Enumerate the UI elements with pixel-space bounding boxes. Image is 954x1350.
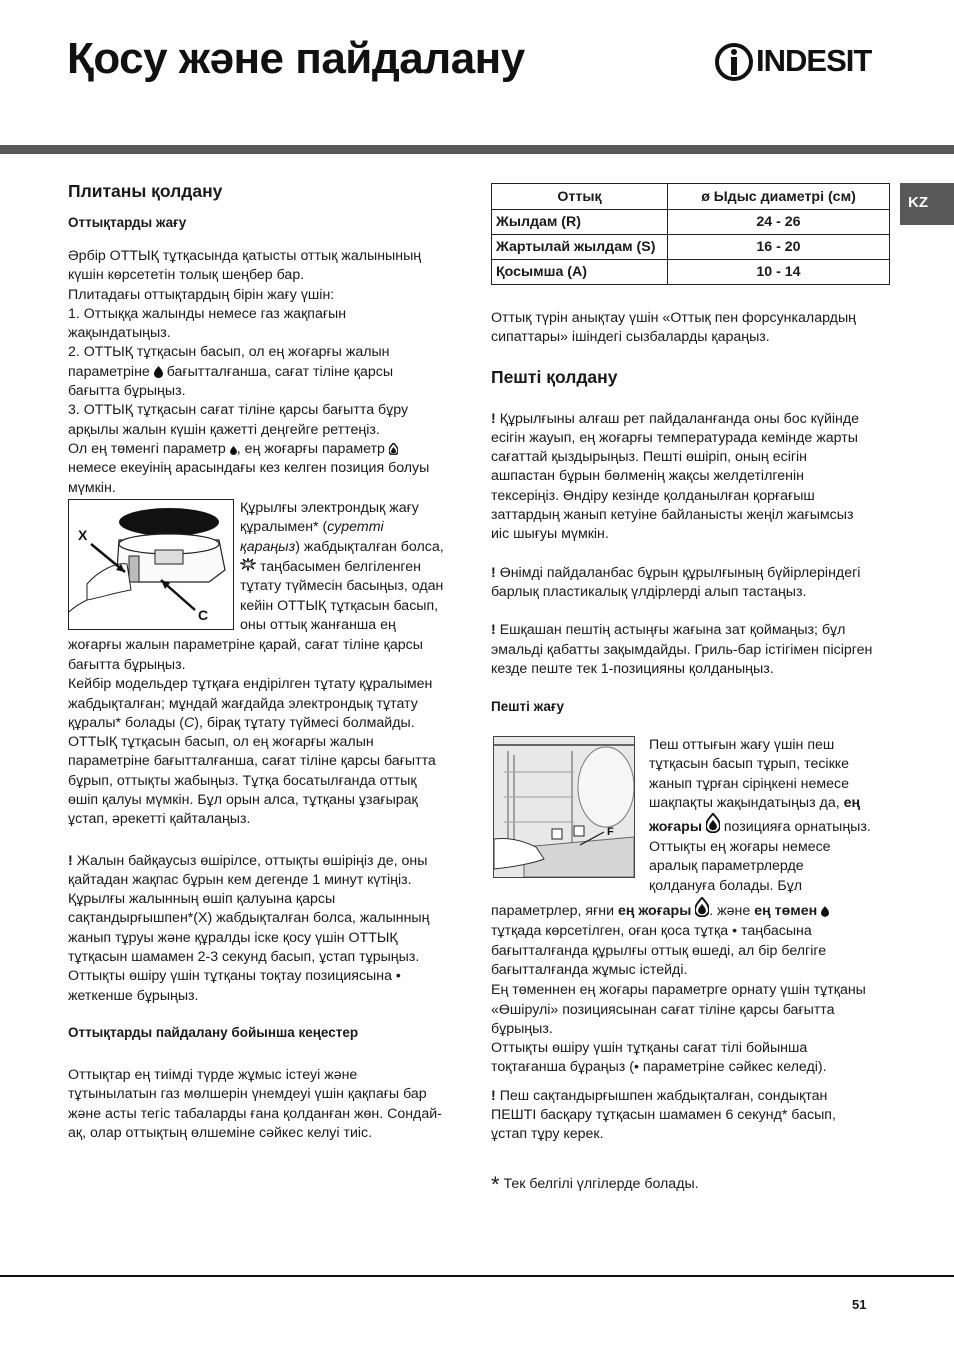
paragraph: Оттықты өшіру үшін тұтқаны сағат тілі бойынша тоқтағанша бұраңыз (• параметріне сәйкес келеді).	[491, 1040, 827, 1076]
brand-name: INDESIT	[756, 43, 872, 78]
text: ең төмен	[754, 903, 818, 920]
figure-label-f: F	[607, 826, 614, 839]
warning-paragraph	[491, 410, 873, 545]
table-row	[492, 235, 890, 260]
burner-illustration	[68, 499, 234, 630]
table-row	[492, 260, 890, 285]
text: Кейбір модельдер тұтқаға ендірілген тұтату құралымен жабдықталған; мұндай жағдайда электрондық тұтату құралы* болады (	[68, 676, 433, 731]
text: Ешқашан пештің астыңғы жағына зат қоймаңыз; бұл эмальді қабатты зақымдайды. Гриль-бар істігімен пісірген кезде пеште тек 1-позицияны қолданыңыз.	[491, 622, 873, 677]
brand-logo	[714, 40, 874, 84]
warning-mark: !	[491, 564, 496, 581]
paragraph: Құрылғы жалынның өшіп қалуына қарсы сақтандырғышпен*(X) жабдықталған болса, жалынның жанып тұруы және құралды іске қосу үшін ОТТЫҚ тұтқасын шамамен 2-3 секунд басып, ұстап тұрыңыз.	[68, 891, 430, 966]
header-bar	[0, 145, 954, 154]
warning-mark: !	[491, 1087, 496, 1104]
figure-label-c: C	[198, 606, 209, 623]
oven-illustration	[493, 736, 635, 878]
ignition-subheading: Оттықтарды жағу	[68, 215, 187, 230]
paragraph	[68, 675, 446, 829]
warning-mark: !	[491, 410, 496, 427]
paragraph: 3. ОТТЫҚ тұтқасын сағат тіліне қарсы бағытта бұру арқылы жалын күшін қажетті деңгейге реттеңіз.	[68, 402, 409, 438]
figure-label-x: X	[78, 526, 88, 543]
table-cell: 24 - 26	[668, 210, 890, 235]
max-flame-icon	[389, 443, 398, 455]
table-cell: 10 - 14	[668, 260, 890, 285]
text: Пеш оттығын жағу үшін пеш тұтқасын басып тұрып, тесікке жанып тұрған сіріңкені немесе шақпақты жақындатыңыз да,	[649, 737, 850, 812]
spark-icon	[240, 558, 256, 573]
text: Жалын байқаусыз өшірілсе, оттықты өшіріңіз де, оны қайтадан жақпас бұрын кем дегенде 1 минут күтіңіз.	[68, 852, 428, 888]
column-header: ø Ыдыс диаметрі (см)	[668, 184, 890, 210]
text: C	[184, 714, 195, 731]
paragraph: 1. Оттыққа жалынды немесе газ жақпағын жақындатыңыз.	[68, 305, 347, 342]
text: таңбасымен белгіленген тұтату түймесін басыңыз, одан кейін ОТТЫҚ тұтқасын басып, оны оттық жанғанша ең жоғарғы жалын параметріне қарай, сағат тіліне қарсы бағытта бұрыңыз.	[68, 558, 444, 673]
oven-heading: Пешті қолдану	[491, 366, 618, 387]
oven-ignition-subheading: Пешті жағу	[491, 699, 564, 715]
text: Ол ең төменгі параметр	[68, 440, 226, 457]
table-row	[492, 210, 890, 235]
min-flame-icon	[230, 446, 237, 455]
page-number: 51	[852, 1297, 867, 1312]
column-header: Оттық	[492, 184, 668, 210]
text: Құрылғы электрондық жағу құралымен* (	[240, 499, 419, 536]
text: немесе екеуінің арасындағы кез келген позиция болуы мүмкін.	[68, 460, 430, 496]
table-cell: 16 - 20	[668, 235, 890, 260]
footnote	[491, 1171, 873, 1197]
text: ең жоғары	[617, 903, 692, 920]
text: , ең жоғарғы параметр	[236, 440, 385, 457]
right-column	[491, 309, 873, 1197]
text: . және	[709, 903, 751, 920]
text: тұтқада көрсетілген, оған қоса тұтқа • таңбасына бағытталғанда құрылғы оттық өшеді, ал бір белгіге бағытталғанда жұмыс істейді.	[491, 922, 827, 979]
warning-paragraph	[491, 1087, 873, 1145]
text: ең жоғары	[649, 795, 861, 836]
min-flame-icon	[821, 906, 829, 917]
page-title: Қосу және пайдалану	[67, 34, 525, 83]
table-cell: Қосымша (А)	[492, 260, 668, 285]
brand-logo-mark	[714, 40, 754, 84]
language-tab: KZ	[900, 183, 954, 225]
paragraph: Оттықты өшіру үшін тұтқаны тоқтау позициясына • жеткенше бұрыңыз.	[68, 968, 401, 1004]
paragraph: Ең төменнен ең жоғары параметрге орнату үшін тұтқаны «Өшірулі» позициясынан сағат тіліне қарсы бағытта бұрыңыз.	[491, 982, 866, 1037]
max-flame-icon	[154, 366, 163, 378]
text: бағытталғанша, сағат тіліне қарсы бағытта бұрыңыз.	[68, 363, 394, 400]
paragraph: Әрбір ОТТЫҚ тұтқасында қатысты оттық жалынының күшін көрсететін толық шеңбер бар.	[68, 248, 422, 284]
left-column	[68, 180, 446, 1143]
warning-paragraph	[491, 564, 873, 603]
burner-table	[491, 183, 890, 285]
text: 2. ОТТЫҚ тұтқасын басып, ол ең жоғарғы жалын параметріне	[68, 344, 390, 380]
paragraph: Оттықтар ең тиімді түрде жұмыс істеуі және тұтынылатын газ мөлшерін үнемдеуі үшін қақпағы бар және асты тегіс табаларды ғана қолданған жөн. Сондай-ақ, олар оттықтың өлшеміне сәйкес келуі тиіс.	[68, 1066, 442, 1141]
table-note: Оттық түрін анықтау үшін «Оттық пен форсункалардың сипаттары» ішіндегі сызбаларды қараңыз.	[491, 310, 856, 346]
text: Тек белгілі үлгілерде болады.	[503, 1175, 699, 1192]
warning-mark: !	[68, 852, 73, 869]
paragraph	[68, 343, 446, 401]
footnote-star: *	[491, 1171, 500, 1197]
max-flame-icon	[695, 897, 709, 917]
hob-heading: Плитаны қолдану	[68, 181, 223, 201]
table-cell: Жартылай жылдам (S)	[492, 235, 668, 260]
warning-paragraph	[68, 852, 446, 891]
text: суретті қараңыз	[240, 519, 384, 556]
max-flame-icon	[706, 813, 720, 833]
text: Құрылғыны алғаш рет пайдаланғанда оны бос күйінде есігін жауып, ең жоғарғы температурада кемінде жарты сағаттай қыздырыңыз. Пешті өшіріп, оның есігін ашпастан бұрын бөлменің жақсы желдетілгенін тексеріңіз. Өндіру кезінде қолданылған қорғағыш заттардың жанып кетуіне байланысты жеңіл жағымсыз иіс шығуы мүмкін.	[491, 410, 860, 543]
text: ) жабдықталған болса,	[295, 539, 444, 556]
paragraph	[68, 440, 446, 498]
text: Пеш сақтандырғышпен жабдықталған, сондықтан ПЕШТІ басқару тұтқасын шамамен 6 секунд* басып, ұстап тұру керек.	[491, 1087, 836, 1143]
tips-subheading: Оттықтарды пайдалану бойынша кеңестер	[68, 1024, 359, 1040]
text: Оттықты ең жоғары немесе аралық параметрлерде қолдануға болады. Бұл параметрлер, яғни	[491, 838, 831, 920]
footer-rule	[0, 1275, 954, 1277]
text: ), бірақ тұтату түймесі болмайды. ОТТЫҚ тұтқасын басып, ол ең жоғарғы жалын параметріне бағытталғанша, сағат тіліне қарсы бағытта бұрып, оттықты жабыңыз. Тұтқа босатылғанда оттық өшіп қалуы мүмкін. Бұл орын алса, тұтқаны ұзағырақ ұстап, әрекетті қайталаңыз.	[68, 714, 436, 828]
table-header-row	[492, 184, 890, 210]
text: позицияға орнатыңыз.	[723, 819, 871, 836]
table-cell: Жылдам (R)	[492, 210, 668, 235]
warning-paragraph	[491, 621, 873, 679]
warning-mark: !	[491, 622, 496, 639]
paragraph: Плитадағы оттықтардың бірін жағу үшін:	[68, 286, 335, 303]
text: Өнімді пайдаланбас бұрын құрылғының бүйірлеріндегі барлық пластикалық үлдірлерді алып тастаңыз.	[491, 564, 861, 600]
